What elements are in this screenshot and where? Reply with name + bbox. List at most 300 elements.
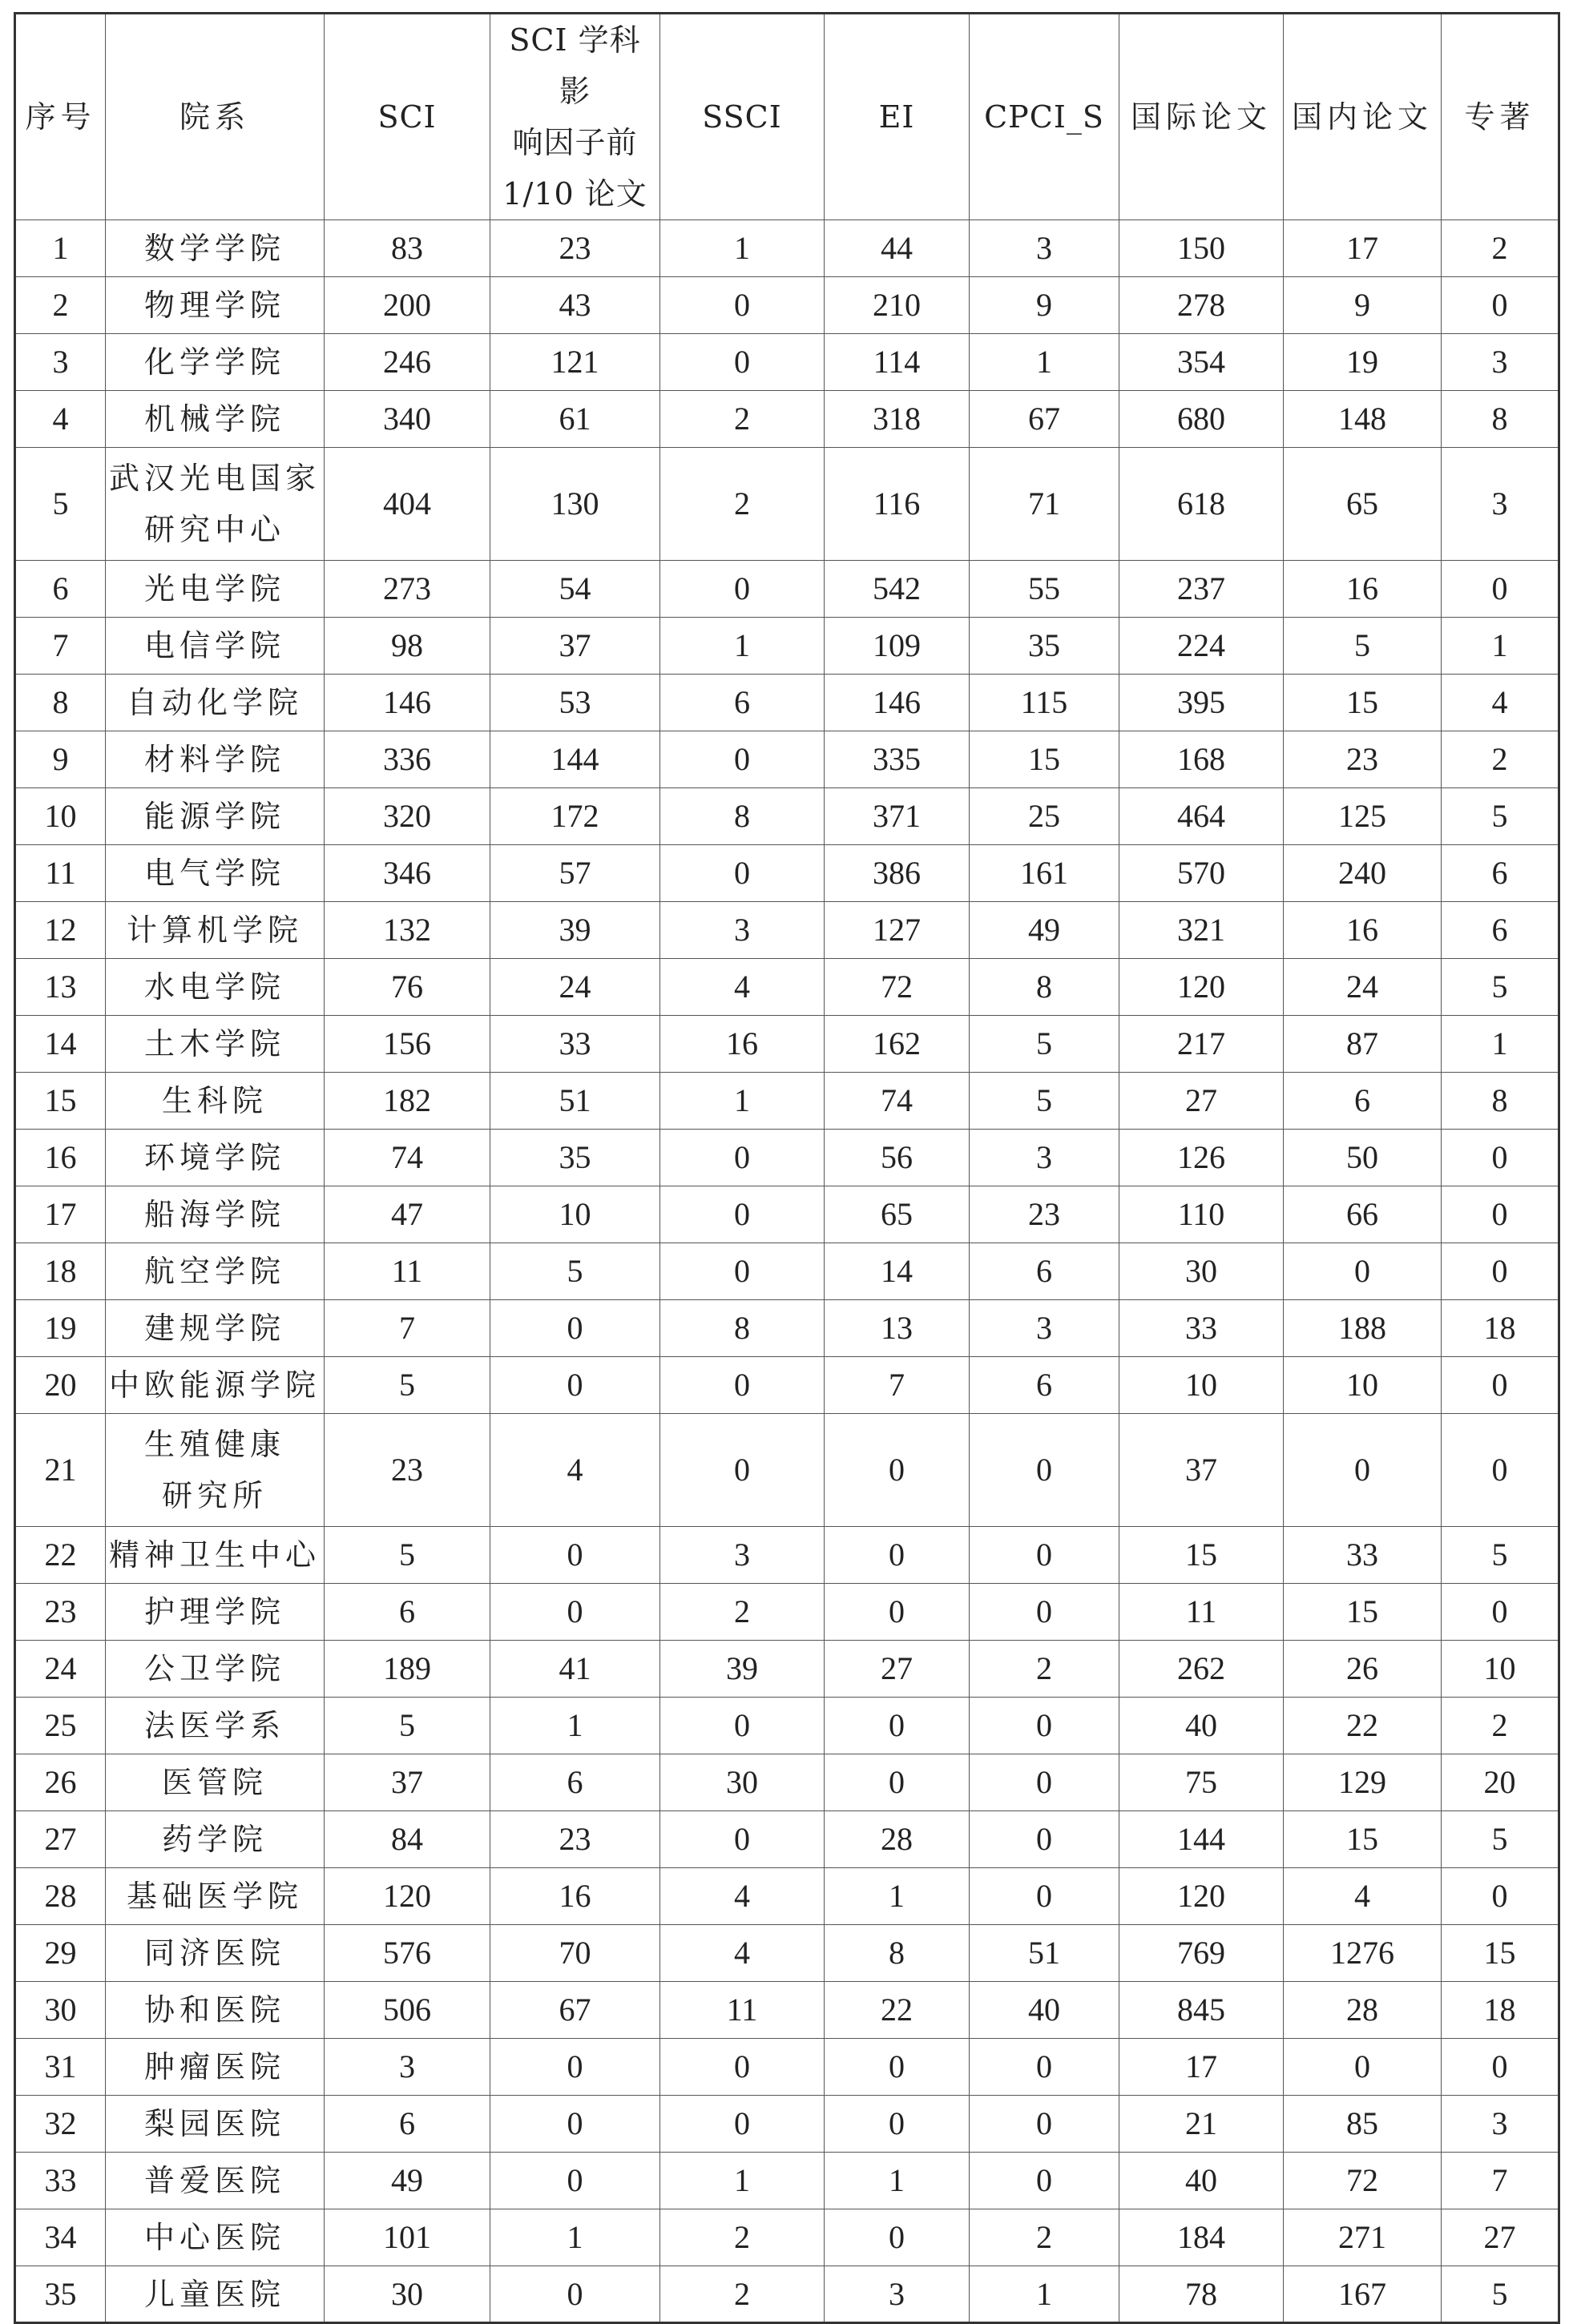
value-cell: 0 bbox=[1442, 277, 1559, 334]
value-cell: 2 bbox=[660, 2266, 825, 2323]
value-cell: 0 bbox=[825, 2096, 970, 2153]
value-cell: 4 bbox=[1284, 1868, 1442, 1925]
value-cell: 0 bbox=[1442, 1868, 1559, 1925]
table-row bbox=[15, 1357, 1559, 1414]
value-cell: 3 bbox=[970, 1300, 1119, 1357]
value-cell: 4 bbox=[660, 959, 825, 1016]
value-cell: 116 bbox=[825, 448, 970, 561]
value-cell: 57 bbox=[490, 845, 660, 902]
value-cell: 24 bbox=[1284, 959, 1442, 1016]
value-cell: 101 bbox=[325, 2209, 490, 2266]
department-cell: 普爱医院 bbox=[106, 2153, 325, 2209]
department-cell: 化学学院 bbox=[106, 334, 325, 391]
value-cell: 146 bbox=[325, 675, 490, 731]
index-cell: 4 bbox=[15, 391, 106, 448]
value-cell: 74 bbox=[825, 1073, 970, 1130]
table-row bbox=[15, 1130, 1559, 1186]
value-cell: 13 bbox=[825, 1300, 970, 1357]
table-body bbox=[15, 220, 1559, 2323]
value-cell: 3 bbox=[660, 1527, 825, 1584]
value-cell: 16 bbox=[490, 1868, 660, 1925]
value-cell: 67 bbox=[970, 391, 1119, 448]
value-cell: 121 bbox=[490, 334, 660, 391]
value-cell: 3 bbox=[970, 1130, 1119, 1186]
value-cell: 278 bbox=[1119, 277, 1284, 334]
value-cell: 1 bbox=[660, 618, 825, 675]
index-cell: 17 bbox=[15, 1186, 106, 1243]
value-cell: 18 bbox=[1442, 1982, 1559, 2039]
value-cell: 20 bbox=[1442, 1754, 1559, 1811]
value-cell: 346 bbox=[325, 845, 490, 902]
value-cell: 65 bbox=[825, 1186, 970, 1243]
value-cell: 0 bbox=[970, 1698, 1119, 1754]
value-cell: 0 bbox=[1442, 1414, 1559, 1527]
value-cell: 1 bbox=[825, 1868, 970, 1925]
table-row bbox=[15, 731, 1559, 788]
value-cell: 0 bbox=[660, 1186, 825, 1243]
value-cell: 0 bbox=[825, 1584, 970, 1641]
value-cell: 200 bbox=[325, 277, 490, 334]
index-cell: 18 bbox=[15, 1243, 106, 1300]
department-cell: 同济医院 bbox=[106, 1925, 325, 1982]
value-cell: 210 bbox=[825, 277, 970, 334]
value-cell: 27 bbox=[825, 1641, 970, 1698]
value-cell: 125 bbox=[1284, 788, 1442, 845]
value-cell: 150 bbox=[1119, 220, 1284, 277]
department-cell: 生殖健康 研究所 bbox=[106, 1414, 325, 1527]
value-cell: 78 bbox=[1119, 2266, 1284, 2323]
value-cell: 340 bbox=[325, 391, 490, 448]
value-cell: 1276 bbox=[1284, 1925, 1442, 1982]
table-row bbox=[15, 448, 1559, 561]
value-cell: 98 bbox=[325, 618, 490, 675]
value-cell: 0 bbox=[1442, 1243, 1559, 1300]
value-cell: 0 bbox=[660, 277, 825, 334]
value-cell: 168 bbox=[1119, 731, 1284, 788]
value-cell: 570 bbox=[1119, 845, 1284, 902]
value-cell: 1 bbox=[1442, 1016, 1559, 1073]
value-cell: 769 bbox=[1119, 1925, 1284, 1982]
value-cell: 33 bbox=[1284, 1527, 1442, 1584]
index-cell: 20 bbox=[15, 1357, 106, 1414]
header-sci-top10: SCI 学科影 响因子前 1/10 论文 bbox=[490, 14, 660, 220]
value-cell: 0 bbox=[825, 2209, 970, 2266]
table-row bbox=[15, 1868, 1559, 1925]
value-cell: 40 bbox=[1119, 1698, 1284, 1754]
table-row bbox=[15, 1584, 1559, 1641]
value-cell: 395 bbox=[1119, 675, 1284, 731]
value-cell: 0 bbox=[1284, 1414, 1442, 1527]
department-cell: 材料学院 bbox=[106, 731, 325, 788]
value-cell: 2 bbox=[660, 2209, 825, 2266]
value-cell: 87 bbox=[1284, 1016, 1442, 1073]
value-cell: 246 bbox=[325, 334, 490, 391]
value-cell: 54 bbox=[490, 561, 660, 618]
index-cell: 12 bbox=[15, 902, 106, 959]
value-cell: 0 bbox=[825, 1527, 970, 1584]
value-cell: 0 bbox=[490, 2266, 660, 2323]
value-cell: 37 bbox=[1119, 1414, 1284, 1527]
value-cell: 35 bbox=[490, 1130, 660, 1186]
value-cell: 3 bbox=[1442, 448, 1559, 561]
index-cell: 19 bbox=[15, 1300, 106, 1357]
value-cell: 156 bbox=[325, 1016, 490, 1073]
table-row bbox=[15, 1186, 1559, 1243]
index-cell: 7 bbox=[15, 618, 106, 675]
index-cell: 8 bbox=[15, 675, 106, 731]
value-cell: 0 bbox=[970, 1584, 1119, 1641]
value-cell: 55 bbox=[970, 561, 1119, 618]
value-cell: 2 bbox=[1442, 731, 1559, 788]
table-row bbox=[15, 788, 1559, 845]
value-cell: 120 bbox=[1119, 1868, 1284, 1925]
index-cell: 9 bbox=[15, 731, 106, 788]
value-cell: 0 bbox=[660, 1811, 825, 1868]
department-cell: 基础医学院 bbox=[106, 1868, 325, 1925]
table-row bbox=[15, 959, 1559, 1016]
index-cell: 11 bbox=[15, 845, 106, 902]
value-cell: 0 bbox=[970, 2039, 1119, 2096]
header-row bbox=[15, 14, 1559, 220]
value-cell: 0 bbox=[1284, 2039, 1442, 2096]
table-row bbox=[15, 391, 1559, 448]
value-cell: 35 bbox=[970, 618, 1119, 675]
value-cell: 37 bbox=[325, 1754, 490, 1811]
value-cell: 26 bbox=[1284, 1641, 1442, 1698]
table-row bbox=[15, 277, 1559, 334]
value-cell: 680 bbox=[1119, 391, 1284, 448]
table-header bbox=[15, 14, 1559, 220]
index-cell: 13 bbox=[15, 959, 106, 1016]
value-cell: 0 bbox=[970, 2153, 1119, 2209]
value-cell: 845 bbox=[1119, 1982, 1284, 2039]
statistics-table bbox=[14, 12, 1560, 2324]
department-cell: 肿瘤医院 bbox=[106, 2039, 325, 2096]
value-cell: 70 bbox=[490, 1925, 660, 1982]
value-cell: 354 bbox=[1119, 334, 1284, 391]
header-cpci-s: CPCI_S bbox=[970, 14, 1119, 220]
value-cell: 23 bbox=[325, 1414, 490, 1527]
department-cell: 电气学院 bbox=[106, 845, 325, 902]
table-row bbox=[15, 1982, 1559, 2039]
value-cell: 0 bbox=[660, 1357, 825, 1414]
value-cell: 76 bbox=[325, 959, 490, 1016]
value-cell: 8 bbox=[970, 959, 1119, 1016]
index-cell: 23 bbox=[15, 1584, 106, 1641]
header-department: 院系 bbox=[106, 14, 325, 220]
value-cell: 0 bbox=[970, 1527, 1119, 1584]
table-row bbox=[15, 220, 1559, 277]
value-cell: 1 bbox=[660, 2153, 825, 2209]
value-cell: 1 bbox=[490, 1698, 660, 1754]
value-cell: 576 bbox=[325, 1925, 490, 1982]
table-row bbox=[15, 1641, 1559, 1698]
header-ei: EI bbox=[825, 14, 970, 220]
value-cell: 0 bbox=[1442, 1130, 1559, 1186]
index-cell: 31 bbox=[15, 2039, 106, 2096]
index-cell: 1 bbox=[15, 220, 106, 277]
value-cell: 75 bbox=[1119, 1754, 1284, 1811]
value-cell: 2 bbox=[970, 2209, 1119, 2266]
value-cell: 2 bbox=[660, 391, 825, 448]
value-cell: 6 bbox=[325, 2096, 490, 2153]
value-cell: 56 bbox=[825, 1130, 970, 1186]
department-cell: 公卫学院 bbox=[106, 1641, 325, 1698]
value-cell: 0 bbox=[490, 1300, 660, 1357]
document-page bbox=[14, 12, 1558, 2324]
value-cell: 318 bbox=[825, 391, 970, 448]
value-cell: 3 bbox=[825, 2266, 970, 2323]
index-cell: 6 bbox=[15, 561, 106, 618]
header-index: 序号 bbox=[15, 14, 106, 220]
table-row bbox=[15, 1300, 1559, 1357]
table-row bbox=[15, 1073, 1559, 1130]
value-cell: 0 bbox=[490, 2096, 660, 2153]
index-cell: 29 bbox=[15, 1925, 106, 1982]
value-cell: 618 bbox=[1119, 448, 1284, 561]
value-cell: 39 bbox=[660, 1641, 825, 1698]
value-cell: 43 bbox=[490, 277, 660, 334]
index-cell: 28 bbox=[15, 1868, 106, 1925]
table-row bbox=[15, 334, 1559, 391]
value-cell: 127 bbox=[825, 902, 970, 959]
department-cell: 儿童医院 bbox=[106, 2266, 325, 2323]
value-cell: 0 bbox=[490, 1357, 660, 1414]
value-cell: 65 bbox=[1284, 448, 1442, 561]
value-cell: 0 bbox=[660, 561, 825, 618]
value-cell: 0 bbox=[970, 2096, 1119, 2153]
index-cell: 35 bbox=[15, 2266, 106, 2323]
value-cell: 217 bbox=[1119, 1016, 1284, 1073]
value-cell: 39 bbox=[490, 902, 660, 959]
department-cell: 自动化学院 bbox=[106, 675, 325, 731]
department-cell: 计算机学院 bbox=[106, 902, 325, 959]
value-cell: 84 bbox=[325, 1811, 490, 1868]
value-cell: 7 bbox=[825, 1357, 970, 1414]
table-row bbox=[15, 1243, 1559, 1300]
department-cell: 物理学院 bbox=[106, 277, 325, 334]
value-cell: 6 bbox=[1284, 1073, 1442, 1130]
value-cell: 25 bbox=[970, 788, 1119, 845]
value-cell: 15 bbox=[1284, 675, 1442, 731]
value-cell: 23 bbox=[490, 1811, 660, 1868]
value-cell: 5 bbox=[1284, 618, 1442, 675]
value-cell: 50 bbox=[1284, 1130, 1442, 1186]
department-cell: 船海学院 bbox=[106, 1186, 325, 1243]
value-cell: 335 bbox=[825, 731, 970, 788]
department-cell: 建规学院 bbox=[106, 1300, 325, 1357]
value-cell: 4 bbox=[1442, 675, 1559, 731]
value-cell: 24 bbox=[490, 959, 660, 1016]
value-cell: 5 bbox=[325, 1527, 490, 1584]
index-cell: 5 bbox=[15, 448, 106, 561]
value-cell: 0 bbox=[660, 334, 825, 391]
table-row bbox=[15, 1754, 1559, 1811]
value-cell: 22 bbox=[1284, 1698, 1442, 1754]
value-cell: 49 bbox=[970, 902, 1119, 959]
value-cell: 66 bbox=[1284, 1186, 1442, 1243]
department-cell: 法医学系 bbox=[106, 1698, 325, 1754]
index-cell: 24 bbox=[15, 1641, 106, 1698]
value-cell: 6 bbox=[970, 1243, 1119, 1300]
value-cell: 0 bbox=[1442, 2039, 1559, 2096]
table-row bbox=[15, 2153, 1559, 2209]
value-cell: 161 bbox=[970, 845, 1119, 902]
value-cell: 0 bbox=[660, 1243, 825, 1300]
value-cell: 5 bbox=[1442, 959, 1559, 1016]
value-cell: 9 bbox=[1284, 277, 1442, 334]
value-cell: 0 bbox=[825, 1754, 970, 1811]
value-cell: 386 bbox=[825, 845, 970, 902]
index-cell: 26 bbox=[15, 1754, 106, 1811]
value-cell: 5 bbox=[1442, 2266, 1559, 2323]
value-cell: 72 bbox=[825, 959, 970, 1016]
value-cell: 33 bbox=[490, 1016, 660, 1073]
value-cell: 22 bbox=[825, 1982, 970, 2039]
department-cell: 梨园医院 bbox=[106, 2096, 325, 2153]
value-cell: 506 bbox=[325, 1982, 490, 2039]
value-cell: 1 bbox=[660, 220, 825, 277]
value-cell: 33 bbox=[1119, 1300, 1284, 1357]
value-cell: 126 bbox=[1119, 1130, 1284, 1186]
value-cell: 23 bbox=[1284, 731, 1442, 788]
value-cell: 0 bbox=[1442, 1186, 1559, 1243]
department-cell: 数学学院 bbox=[106, 220, 325, 277]
value-cell: 67 bbox=[490, 1982, 660, 2039]
value-cell: 3 bbox=[325, 2039, 490, 2096]
index-cell: 15 bbox=[15, 1073, 106, 1130]
value-cell: 16 bbox=[1284, 561, 1442, 618]
table-row bbox=[15, 1527, 1559, 1584]
value-cell: 10 bbox=[1284, 1357, 1442, 1414]
value-cell: 23 bbox=[490, 220, 660, 277]
value-cell: 120 bbox=[1119, 959, 1284, 1016]
value-cell: 15 bbox=[1284, 1811, 1442, 1868]
value-cell: 0 bbox=[490, 1584, 660, 1641]
table-row bbox=[15, 2096, 1559, 2153]
value-cell: 129 bbox=[1284, 1754, 1442, 1811]
table-row bbox=[15, 1414, 1559, 1527]
value-cell: 28 bbox=[1284, 1982, 1442, 2039]
value-cell: 51 bbox=[970, 1925, 1119, 1982]
value-cell: 40 bbox=[970, 1982, 1119, 2039]
table-row bbox=[15, 1811, 1559, 1868]
value-cell: 0 bbox=[660, 731, 825, 788]
header-ssci: SSCI bbox=[660, 14, 825, 220]
value-cell: 1 bbox=[970, 2266, 1119, 2323]
value-cell: 0 bbox=[660, 1698, 825, 1754]
value-cell: 188 bbox=[1284, 1300, 1442, 1357]
table-row bbox=[15, 618, 1559, 675]
value-cell: 53 bbox=[490, 675, 660, 731]
value-cell: 0 bbox=[1442, 1584, 1559, 1641]
value-cell: 0 bbox=[660, 1414, 825, 1527]
value-cell: 162 bbox=[825, 1016, 970, 1073]
table-row bbox=[15, 1698, 1559, 1754]
value-cell: 5 bbox=[325, 1357, 490, 1414]
index-cell: 34 bbox=[15, 2209, 106, 2266]
value-cell: 2 bbox=[1442, 1698, 1559, 1754]
value-cell: 182 bbox=[325, 1073, 490, 1130]
value-cell: 10 bbox=[1119, 1357, 1284, 1414]
value-cell: 321 bbox=[1119, 902, 1284, 959]
index-cell: 32 bbox=[15, 2096, 106, 2153]
value-cell: 18 bbox=[1442, 1300, 1559, 1357]
value-cell: 41 bbox=[490, 1641, 660, 1698]
value-cell: 0 bbox=[490, 2153, 660, 2209]
value-cell: 144 bbox=[490, 731, 660, 788]
value-cell: 3 bbox=[1442, 2096, 1559, 2153]
value-cell: 1 bbox=[1442, 618, 1559, 675]
department-cell: 水电学院 bbox=[106, 959, 325, 1016]
value-cell: 0 bbox=[490, 1527, 660, 1584]
value-cell: 0 bbox=[970, 1414, 1119, 1527]
value-cell: 320 bbox=[325, 788, 490, 845]
index-cell: 25 bbox=[15, 1698, 106, 1754]
value-cell: 273 bbox=[325, 561, 490, 618]
index-cell: 10 bbox=[15, 788, 106, 845]
value-cell: 115 bbox=[970, 675, 1119, 731]
department-cell: 光电学院 bbox=[106, 561, 325, 618]
value-cell: 44 bbox=[825, 220, 970, 277]
value-cell: 8 bbox=[825, 1925, 970, 1982]
value-cell: 237 bbox=[1119, 561, 1284, 618]
value-cell: 0 bbox=[660, 1130, 825, 1186]
header-intl-papers: 国际论文 bbox=[1119, 14, 1284, 220]
value-cell: 47 bbox=[325, 1186, 490, 1243]
value-cell: 110 bbox=[1119, 1186, 1284, 1243]
value-cell: 8 bbox=[660, 1300, 825, 1357]
value-cell: 224 bbox=[1119, 618, 1284, 675]
value-cell: 0 bbox=[1442, 1357, 1559, 1414]
value-cell: 120 bbox=[325, 1868, 490, 1925]
value-cell: 27 bbox=[1442, 2209, 1559, 2266]
value-cell: 0 bbox=[660, 845, 825, 902]
table-row bbox=[15, 902, 1559, 959]
table-row bbox=[15, 1925, 1559, 1982]
value-cell: 74 bbox=[325, 1130, 490, 1186]
value-cell: 1 bbox=[490, 2209, 660, 2266]
value-cell: 109 bbox=[825, 618, 970, 675]
header-monographs: 专著 bbox=[1442, 14, 1559, 220]
value-cell: 5 bbox=[325, 1698, 490, 1754]
department-cell: 医管院 bbox=[106, 1754, 325, 1811]
value-cell: 3 bbox=[970, 220, 1119, 277]
value-cell: 61 bbox=[490, 391, 660, 448]
value-cell: 15 bbox=[1442, 1925, 1559, 1982]
value-cell: 5 bbox=[1442, 788, 1559, 845]
value-cell: 72 bbox=[1284, 2153, 1442, 2209]
value-cell: 1 bbox=[825, 2153, 970, 2209]
value-cell: 40 bbox=[1119, 2153, 1284, 2209]
index-cell: 3 bbox=[15, 334, 106, 391]
value-cell: 16 bbox=[1284, 902, 1442, 959]
value-cell: 30 bbox=[325, 2266, 490, 2323]
value-cell: 19 bbox=[1284, 334, 1442, 391]
value-cell: 49 bbox=[325, 2153, 490, 2209]
department-cell: 精神卫生中心 bbox=[106, 1527, 325, 1584]
index-cell: 30 bbox=[15, 1982, 106, 2039]
value-cell: 6 bbox=[970, 1357, 1119, 1414]
index-cell: 27 bbox=[15, 1811, 106, 1868]
value-cell: 167 bbox=[1284, 2266, 1442, 2323]
department-cell: 武汉光电国家 研究中心 bbox=[106, 448, 325, 561]
department-cell: 中欧能源学院 bbox=[106, 1357, 325, 1414]
index-cell: 14 bbox=[15, 1016, 106, 1073]
value-cell: 21 bbox=[1119, 2096, 1284, 2153]
value-cell: 0 bbox=[1442, 561, 1559, 618]
value-cell: 11 bbox=[325, 1243, 490, 1300]
